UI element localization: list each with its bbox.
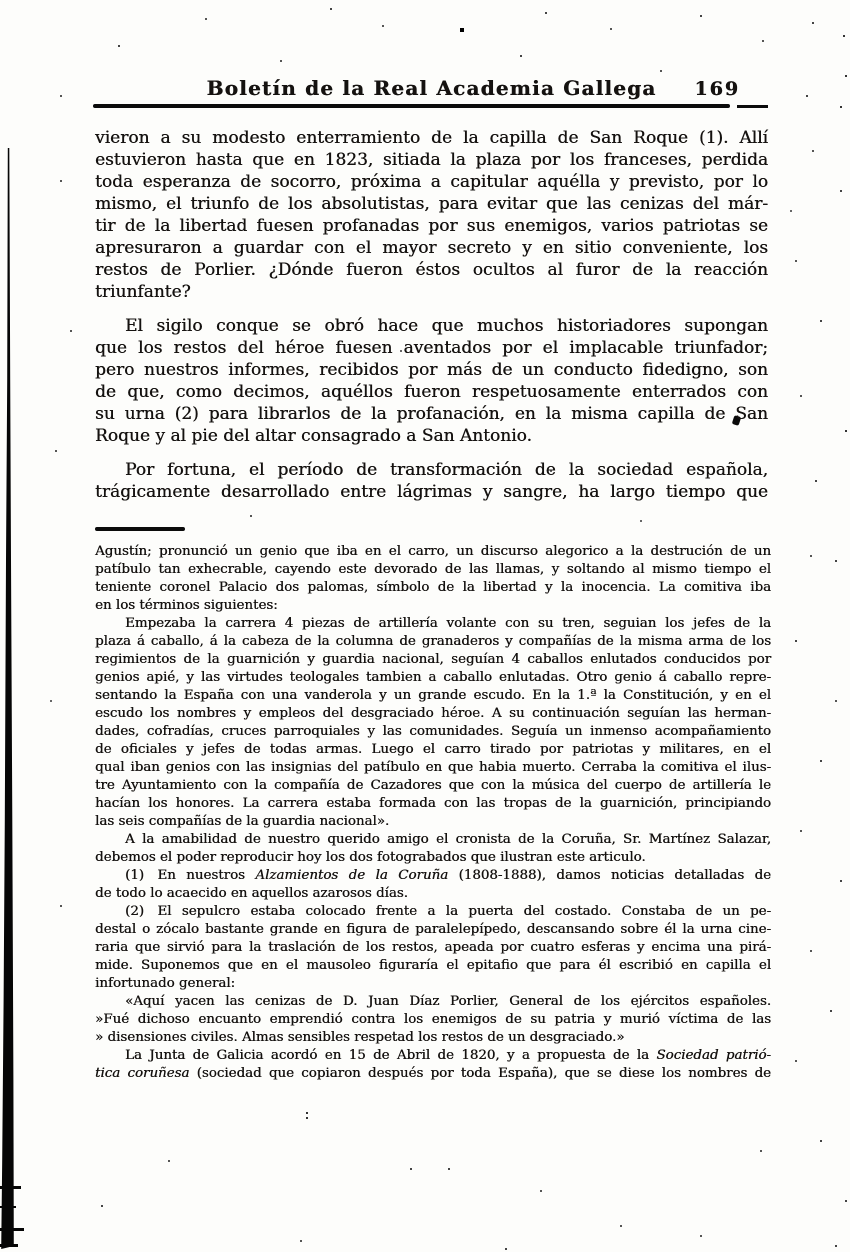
paragraph [95, 127, 768, 303]
journal-title: Boletín de la Real Academia Gallega [206, 76, 657, 100]
text-line: patíbulo tan exhecrable, cayendo este devorado de las llamas, y soltando al mismo tiempo el [95, 562, 771, 577]
text-line: restos de Porlier. ¿Dónde fueron éstos ocultos al furor de la reacción [95, 260, 768, 280]
text-line: regimientos de la guarnición y guardia nacional, seguían 4 caballos enlutados conducidos por [95, 652, 771, 667]
text-line: de oficiales y jefes de todas armas. Luego el carro tirado por patriotas y militares, en el [95, 742, 771, 757]
text-line: toda esperanza de socorro, próxima a capitular aquélla y previsto, por lo [95, 172, 768, 192]
page-header [95, 76, 768, 102]
text-line: su urna (2) para librarlos de la profanación, en la misma capilla de San [95, 404, 768, 424]
text-line: Agustín; pronunció un genio que iba en el carro, un discurso alegorico a la destrución de un [95, 544, 771, 559]
text-line: dades, cofradías, cruces parroquiales y las comunidades. Seguía un inmenso acompañamiento [95, 724, 771, 739]
text-line: de todo lo acaecido en aquellos azarosos días. [95, 886, 408, 901]
paragraph [95, 903, 771, 993]
text-line: plaza á caballo, á la cabeza de la columna de granaderos y compañías de la misma arma de los [95, 634, 771, 649]
text-line: sentando la España con una vanderola y un grande escudo. En la 1.ª la Constitución, y en el [95, 688, 771, 703]
text-line: A la amabilidad de nuestro querido amigo el cronista de la Coruña, Sr. Martínez Salazar, [125, 832, 771, 847]
paragraph [95, 459, 768, 503]
text-line: genios apié, y las virtudes teologales tambien a caballo enlutadas. Otro genio á caballo repre- [95, 670, 771, 685]
text-line: qual iban genios con las insignias del patíbulo en que habia muerto. Cerraba la comitiva el ilus- [95, 760, 771, 775]
text-line: apresuraron a guardar con el mayor secreto y en sitio conveniente, los [95, 238, 768, 258]
text-line: » disensiones civiles. Almas sensibles respetad los restos de un desgraciado.» [95, 1030, 625, 1045]
text-line: raria que sirvió para la traslación de los restos, apeada por cuatro esferas y encima una pirá- [95, 940, 771, 955]
text-line: mide. Suponemos que en el mausoleo figuraría el epitafio que para él escribió en capilla el [95, 958, 771, 973]
text-line: las seis compañías de la guardia nacional». [95, 814, 390, 829]
paragraph [95, 315, 768, 447]
text-line: La Junta de Galicia acordó en 15 de Abril de 1820, y a propuesta de la Sociedad patrió- [125, 1048, 771, 1063]
text-line: en los términos siguientes: [95, 598, 278, 613]
text-line: Por fortuna, el período de transformación de la sociedad española, [125, 460, 768, 480]
text-line: Roque y al pie del altar consagrado a San Antonio. [95, 426, 532, 446]
header-rule [93, 104, 730, 108]
text-line: (2) El sepulcro estaba colocado frente a la puerta del costado. Constaba de un pe- [125, 904, 771, 919]
text-line: debemos el poder reproducir hoy los dos fotograbados que ilustran este articulo. [95, 850, 646, 865]
paragraph [95, 831, 771, 867]
header-rule-dash [737, 105, 768, 108]
text-line: de que, como decimos, aquéllos fueron respetuosamente enterrados con [95, 382, 768, 402]
footnote-separator [95, 527, 185, 531]
paragraph [95, 543, 771, 615]
text-line: pero nuestros informes, recibidos por más de un conducto fidedigno, son [95, 360, 768, 380]
text-line: teniente coronel Palacio dos palomas, símbolo de la libertad y la inocencia. La comitiva iba [95, 580, 771, 595]
text-line: hacían los honores. La carrera estaba formada con las tropas de la guarnición, principiando [95, 796, 771, 811]
text-line: tre Ayuntamiento con la compañía de Cazadores que con la música del cuerpo de artillería le [95, 778, 771, 793]
text-line: triunfante? [95, 282, 191, 302]
paragraph [95, 1047, 771, 1083]
paragraph [95, 993, 771, 1047]
gutter-shadow-artifact [0, 0, 30, 1252]
page-number: 169 [694, 78, 740, 100]
text-line: «Aquí yacen las cenizas de D. Juan Díaz Porlier, General de los ejércitos españoles. [125, 994, 771, 1009]
text-line: estuvieron hasta que en 1823, sitiada la plaza por los franceses, perdida [95, 150, 768, 170]
text-line: mismo, el triunfo de los absolutistas, para evitar que las cenizas del már- [95, 194, 768, 214]
text-line: El sigilo conque se obró hace que muchos historiadores supongan [125, 316, 768, 336]
text-line: (1) En nuestros Alzamientos de la Coruña (1808-1888), damos noticias detalladas de [125, 868, 771, 883]
text-line: »Fué dichoso encuanto emprendió contra los enemigos de su patria y murió víctima de las [95, 1012, 771, 1027]
footnotes [95, 543, 771, 1083]
paragraph [95, 615, 771, 831]
text-line: trágicamente desarrollado entre lágrimas y sangre, ha largo tiempo que [95, 482, 768, 502]
text-line: vieron a su modesto enterramiento de la capilla de San Roque (1). Allí [95, 128, 768, 148]
text-line: destal o zócalo bastante grande en figura de paralelepípedo, descansando sobre él la urna cine- [95, 922, 771, 937]
body-text [95, 127, 768, 503]
text-line: que los restos del héroe fuesen aventados por el implacable triunfador; [95, 338, 768, 358]
text-line: Empezaba la carrera 4 piezas de artillería volante con su tren, seguian los jefes de la [125, 616, 771, 631]
text-line: infortunado general: [95, 976, 236, 991]
text-line: tir de la libertad fuesen profanadas por sus enemigos, varios patriotas se [95, 216, 768, 236]
text-line: escudo los nombres y empleos del desgraciado héroe. A su continuación seguían las herman- [95, 706, 771, 721]
text-line: tica coruñesa (sociedad que copiaron después por toda España), que se diese los nombres de [95, 1066, 771, 1081]
paragraph [95, 867, 771, 903]
